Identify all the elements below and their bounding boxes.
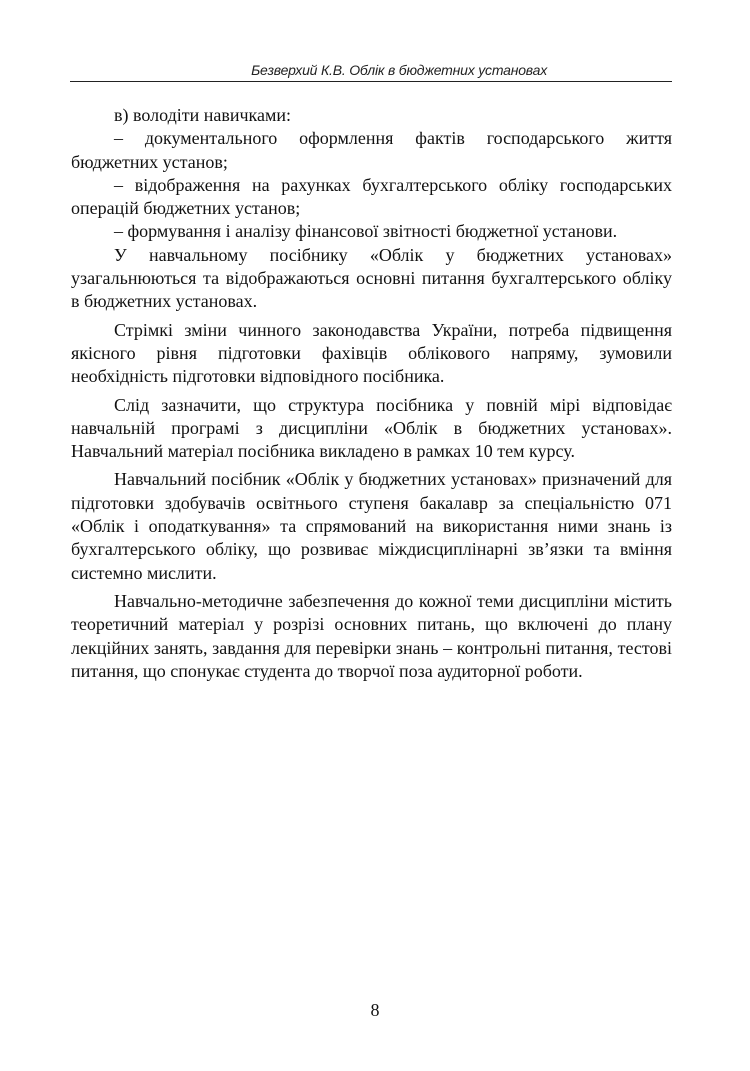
running-header-title: Безверхий К.В. Облік в бюджетних установах bbox=[251, 62, 547, 78]
page-number: 8 bbox=[370, 1000, 380, 1020]
paragraph: У навчальному посібнику «Облік у бюджетних установах» узагальнюються та відображаються основні питання бухгалтерського обліку в бюджетних установах. bbox=[71, 244, 672, 312]
paragraph: в) володіти навичками: bbox=[114, 105, 292, 125]
paragraph: – формування і аналізу фінансової звітності бюджетної установи. bbox=[114, 221, 618, 242]
paragraph: Навчально-методичне забезпечення до кожної теми дисципліни містить теоретичний матеріал у розрізі основних питань, що включені до плану лекційних занять, завдання для перевірки знань – контрольні питання, тестові питання, що спонукає студента до творчої поза аудиторної роботи. bbox=[71, 590, 672, 681]
paragraph: – відображення на рахунках бухгалтерського обліку господарських операцій бюджетних установ; bbox=[71, 174, 672, 219]
paragraph: – документального оформлення фактів господарського життя бюджетних установ; bbox=[71, 128, 672, 172]
body-text bbox=[71, 104, 672, 683]
paragraph: Навчальний посібник «Облік у бюджетних установах» призначений для підготовки здобувачів освітнього ступеня бакалавр за спеціальністю 071 «Облік і оподаткування» та спрямований на використання ними знань із бухгалтерського обліку, що розвиває міждисциплінарні зв’язки та вміння системно мислити. bbox=[71, 469, 672, 583]
paragraph: Слід зазначити, що структура посібника у повній мірі відповідає навчальній програмі з дисципліни «Облік в бюджетних установах». Навчальний матеріал посібника викладено в рамках 10 тем курсу. bbox=[71, 394, 672, 462]
paragraph: Стрімкі зміни чинного законодавства України, потреба підвищення якісного рівня підготовки фахівців облікового напряму, зумовили необхідність підготовки відповідного посібника. bbox=[71, 319, 672, 387]
running-header bbox=[70, 62, 672, 82]
